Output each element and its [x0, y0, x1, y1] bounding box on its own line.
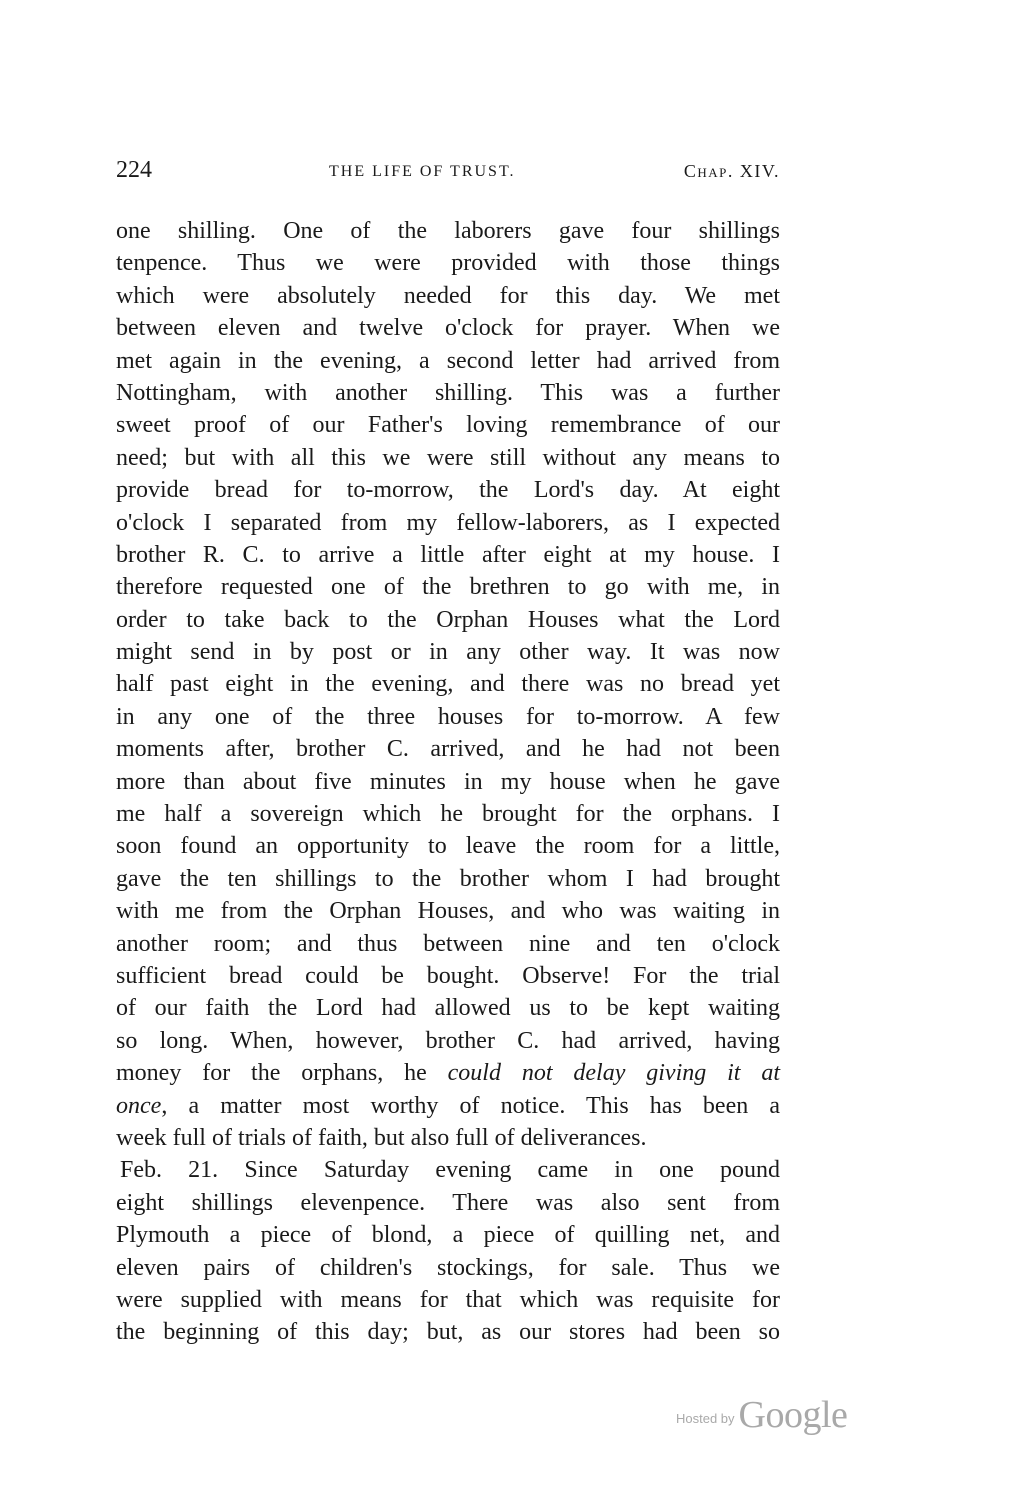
text-line: the beginning of this day; but, as our stores had been so — [116, 1319, 780, 1346]
text-line — [116, 1090, 780, 1122]
text-line: might send in by post or in any other way. It was now — [116, 639, 780, 666]
italic-text: once — [116, 1092, 162, 1119]
page-number: 224 — [116, 157, 152, 183]
body-text — [116, 215, 780, 1349]
text-line: were supplied with means for that which was requisite for — [116, 1286, 780, 1313]
running-title: THE LIFE OF TRUST. — [329, 163, 516, 180]
text-line: which were absolutely needed for this day. We met — [116, 282, 780, 309]
text-line: Plymouth a piece of blond, a piece of quilling net, and — [116, 1222, 780, 1249]
chapter-label: Chap. XIV. — [683, 161, 780, 181]
text-line: another room; and thus between nine and ten o'clock — [116, 930, 780, 957]
hosted-by-label: Hosted by — [676, 1411, 735, 1426]
text-line: eight shillings elevenpence. There was also sent from — [116, 1189, 780, 1216]
text-line: therefore requested one of the brethren to go with me, in — [116, 574, 780, 601]
text-line: Nottingham, with another shilling. This was a further — [116, 379, 780, 406]
text-line: me half a sovereign which he brought for the orphans. I — [116, 801, 780, 828]
paragraph-end-line: week full of trials of faith, but also full of deliverances. — [116, 1124, 647, 1151]
text-line: one shilling. One of the laborers gave four shillings — [116, 218, 780, 244]
text-line: sweet proof of our Father's loving remembrance of our — [116, 412, 780, 439]
text-line: moments after, brother C. arrived, and he had not been — [116, 736, 780, 763]
paragraph-start-line: Feb. 21. Since Saturday evening came in one pound — [120, 1157, 780, 1184]
text-line: need; but with all this we were still without any means to — [116, 444, 780, 471]
page-header — [116, 157, 780, 193]
text-line: order to take back to the Orphan Houses what the Lord — [116, 606, 780, 633]
text-line: of our faith the Lord had allowed us to be kept waiting — [116, 995, 780, 1022]
google-logo: Google — [738, 1394, 848, 1436]
text-run: , a matter most worthy of notice. This has been a — [161, 1092, 780, 1119]
text-line: brother R. C. to arrive a little after eight at my house. I — [116, 541, 780, 568]
text-line: gave the ten shillings to the brother whom I had brought — [116, 865, 780, 892]
text-line: sufficient bread could be bought. Observe! For the trial — [116, 962, 780, 989]
text-line — [116, 1057, 780, 1089]
text-line: met again in the evening, a second letter had arrived from — [116, 347, 780, 374]
text-line: with me from the Orphan Houses, and who was waiting in — [116, 898, 780, 925]
text-line: half past eight in the evening, and there was no bread yet — [116, 671, 780, 698]
text-line: o'clock I separated from my fellow-laborers, as I expected — [116, 509, 780, 536]
text-line: soon found an opportunity to leave the room for a little, — [116, 833, 780, 860]
text-line: eleven pairs of children's stockings, for sale. Thus we — [116, 1254, 780, 1281]
text-line: provide bread for to-morrow, the Lord's day. At eight — [116, 477, 780, 504]
text-line: so long. When, however, brother C. had arrived, having — [116, 1027, 780, 1054]
text-run: money for the orphans, he — [116, 1060, 448, 1087]
text-line: in any one of the three houses for to-morrow. A few — [116, 703, 780, 730]
text-line: tenpence. Thus we were provided with those things — [116, 250, 780, 277]
text-line: more than about five minutes in my house when he gave — [116, 768, 780, 795]
text-line: between eleven and twelve o'clock for prayer. When we — [116, 315, 780, 342]
italic-text: could not delay giving it at — [447, 1060, 781, 1087]
hosted-by-google-watermark — [676, 1393, 848, 1436]
